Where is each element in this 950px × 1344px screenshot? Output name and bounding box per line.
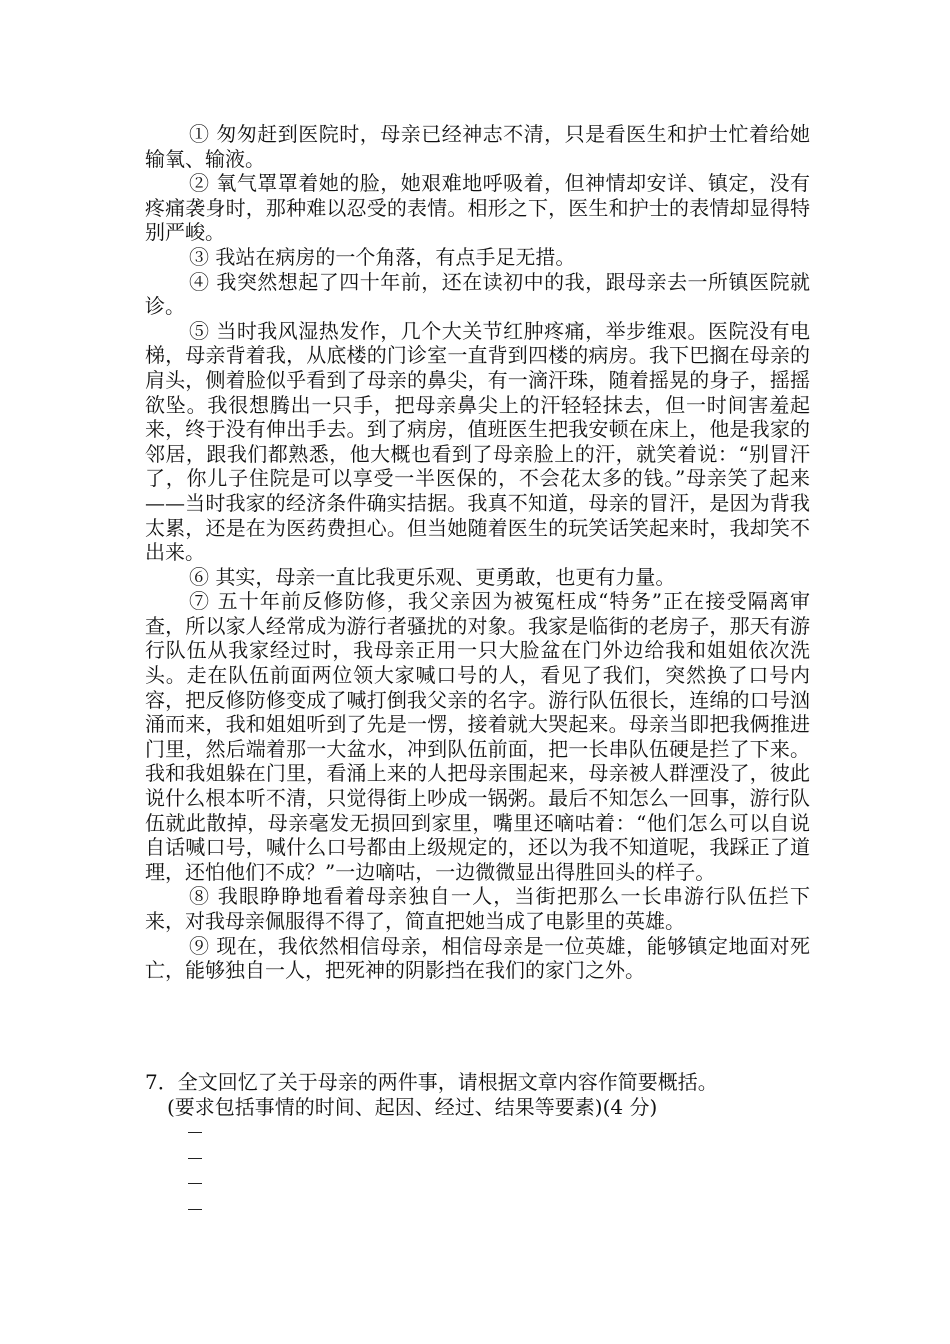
- paragraph-1: ① 匆匆赶到医院时，母亲已经神志不清，只是看医生和护士忙着给她输氧、输液。: [145, 122, 810, 171]
- question-7: [145, 1070, 825, 1120]
- answer-line[interactable]: [188, 1158, 202, 1159]
- answer-area[interactable]: [188, 1132, 228, 1234]
- answer-line[interactable]: [188, 1209, 202, 1210]
- question-text: 7．全文回忆了关于母亲的两件事，请根据文章内容作简要概括。: [145, 1070, 718, 1094]
- paragraph-7: ⑦ 五十年前反修防修，我父亲因为被冤枉成“特务”正在接受隔离审查，所以家人经常成为游行者骚扰的对象。我家是临街的老房子，那天有游行队伍从我家经过时，我母亲正用一只大脸盆在门外边给我和姐姐依次洗头。走在队伍前面两位领大家喊口号的人，看见了我们，突然换了口号内容，把反修防修变成了喊打倒我父亲的名字。游行队伍很长，连绵的口号汹涌而来，我和姐姐听到了先是一愣，接着就大哭起来。母亲当即把我俩推进门里，然后端着那一大盆水，冲到队伍前面，把一长串队伍硬是拦了下来。我和我姐躲在门里，看涌上来的人把母亲围起来，母亲被人群湮没了，彼此说什么根本听不清，只觉得街上吵成一锅粥。最后不知怎么一回事，游行队伍就此散掉，母亲毫发无损回到家里，嘴里还嘀咕着：“他们怎么可以自说自话喊口号，喊什么口号都由上级规定的，还以为我不知道呢，我踩正了道理，还怕他们不成？”一边嘀咕，一边微微显出得胜回头的样子。: [145, 589, 810, 884]
- paragraph-6: ⑥ 其实，母亲一直比我更乐观、更勇敢，也更有力量。: [189, 564, 676, 589]
- paragraph-4: ④ 我突然想起了四十年前，还在读初中的我，跟母亲去一所镇医院就诊。: [145, 269, 810, 319]
- question-requirement: (要求包括事情的时间、起因、经过、结果等要素)(4 分): [167, 1095, 658, 1119]
- paragraph-5: ⑤ 当时我风湿热发作，几个大关节红肿疼痛，举步维艰。医院没有电梯，母亲背着我，从底楼的门诊室一直背到四楼的病房。我下巴搁在母亲的肩头，侧着脸似乎看到了母亲的鼻尖，有一滴汗珠，随着摇晃的身子，摇摇欲坠。我很想腾出一只手，把母亲鼻尖上的汗轻轻抹去，但一时间害羞起来，终于没有伸出手去。到了病房，值班医生把我安顿在床上，他是我家的邻居，跟我们都熟悉，他大概也看到了母亲脸上的汗，就笑着说：“别冒汗了，你儿子住院是可以享受一半医保的，不会花太多的钱。”母亲笑了起来——当时我家的经济条件确实拮据。我真不知道，母亲的冒汗，是因为背我太累，还是在为医药费担心。但当她随着医生的玩笑话笑起来时，我却笑不出来。: [145, 318, 810, 565]
- reading-passage: [145, 122, 810, 983]
- paragraph-8: ⑧ 我眼睁睁地看着母亲独自一人，当街把那么一长串游行队伍拦下来，对我母亲佩服得不得了，简直把她当成了电影里的英雄。: [145, 884, 810, 933]
- answer-line[interactable]: [188, 1183, 202, 1184]
- paragraph-9: ⑨ 现在，我依然相信母亲，相信母亲是一位英雄，能够镇定地面对死亡，能够独自一人，把死神的阴影挡在我们的家门之外。: [145, 933, 810, 983]
- paragraph-3: ③ 我站在病房的一个角落，有点手足无措。: [189, 244, 576, 269]
- answer-line[interactable]: [188, 1132, 202, 1133]
- paragraph-2: ② 氧气罩罩着她的脸，她艰难地呼吸着，但神情却安详、镇定，没有疼痛袭身时，那种难以忍受的表情。相形之下，医生和护士的表情却显得特别严峻。: [145, 171, 810, 245]
